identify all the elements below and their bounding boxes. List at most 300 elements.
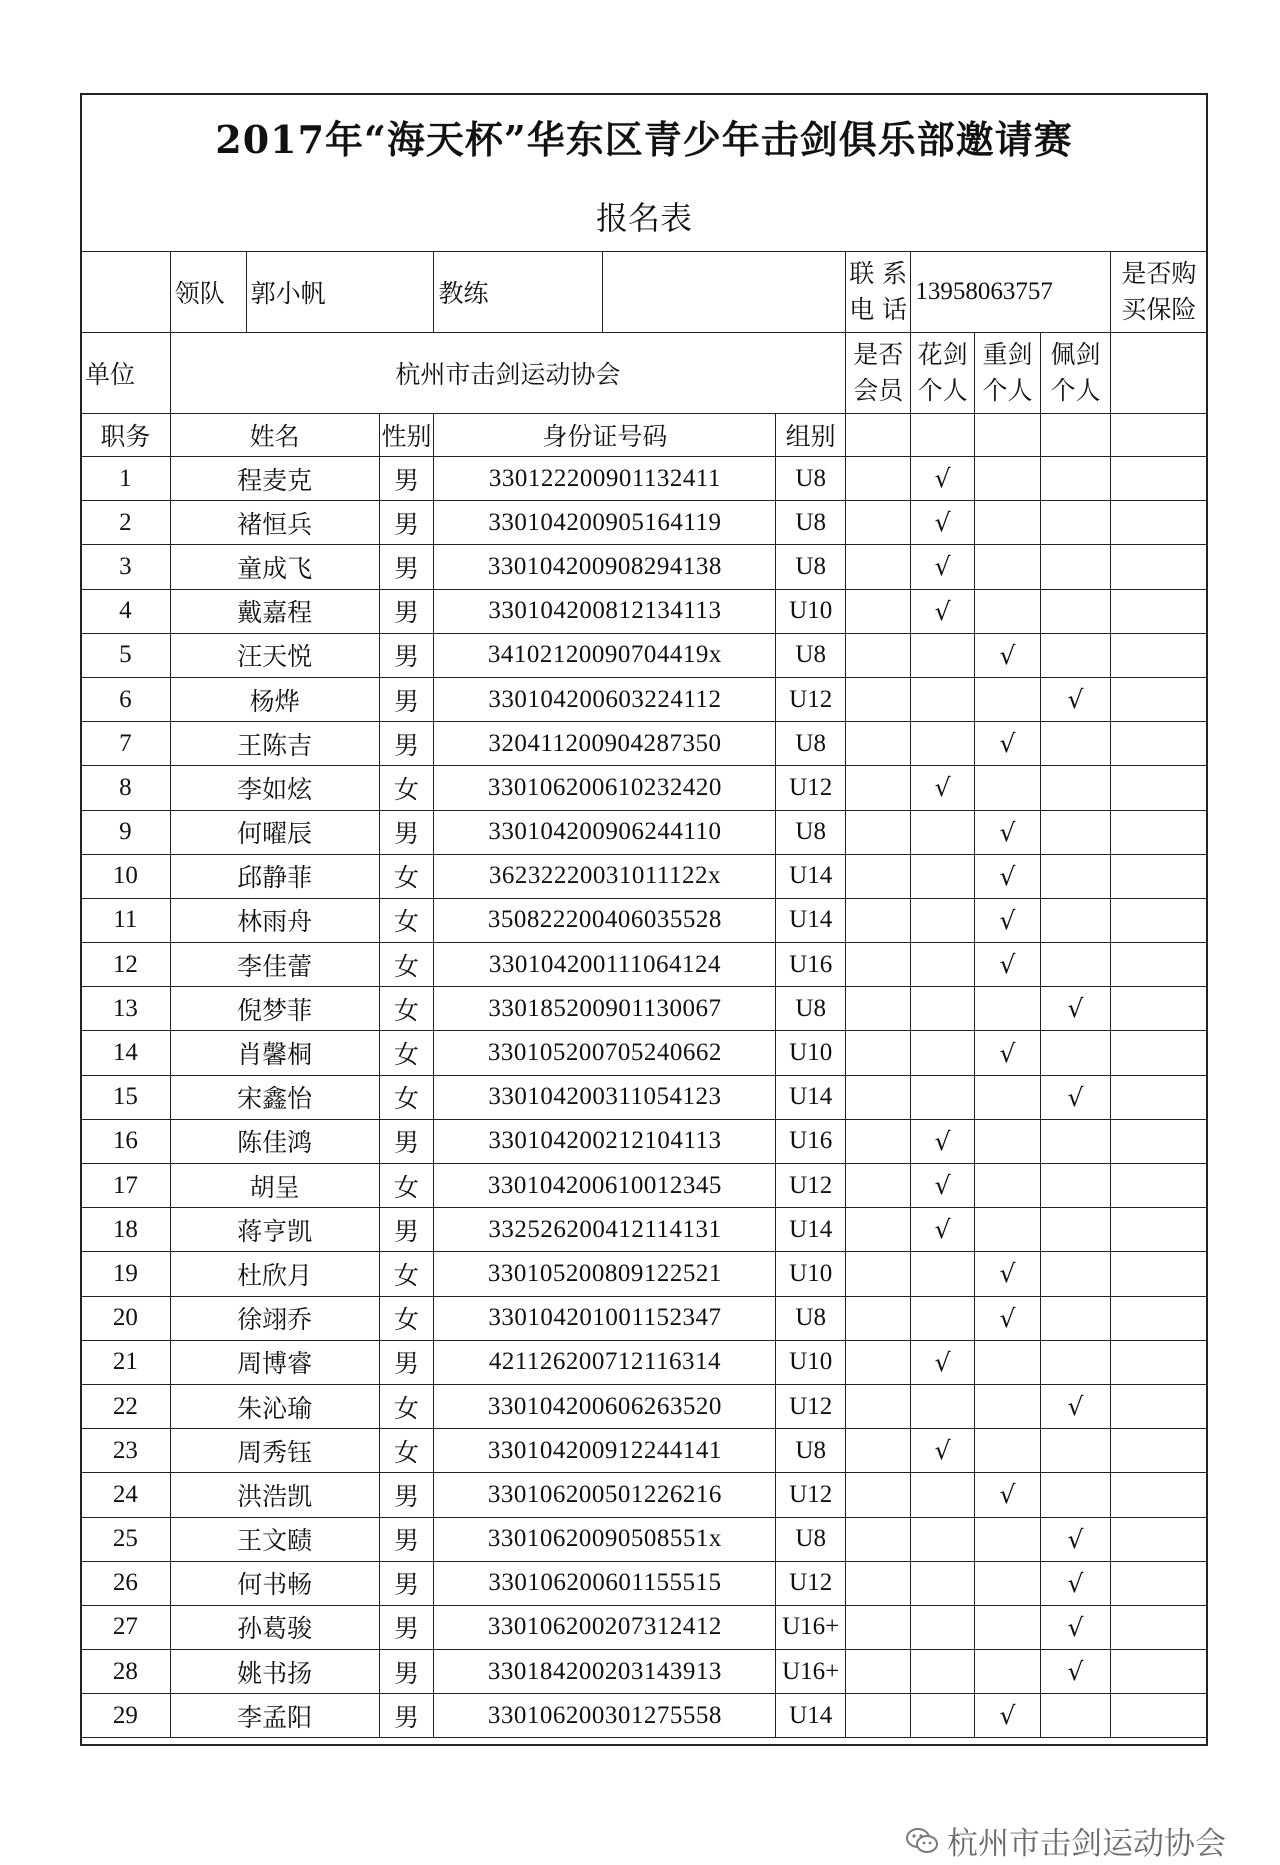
- cell-group: U14: [776, 898, 846, 942]
- cell-sabre-checked: √: [1041, 677, 1111, 721]
- cell-id-number: 330106200207312412: [434, 1605, 776, 1649]
- insurance-label-line1: 是否购: [1121, 259, 1197, 288]
- cell-sabre: [1041, 1694, 1111, 1738]
- cell-name: 徐翊乔: [170, 1296, 379, 1340]
- cell-sabre: [1041, 1031, 1111, 1075]
- cell-member: [846, 677, 911, 721]
- cell-number: 20: [81, 1296, 171, 1340]
- cell-sabre: [1041, 1340, 1111, 1384]
- cell-epee: [974, 1605, 1040, 1649]
- contact-label-line1: 联 系: [849, 259, 908, 288]
- cell-epee-checked: √: [974, 1296, 1040, 1340]
- cell-number: 17: [81, 1164, 171, 1208]
- cell-epee: [974, 1429, 1040, 1473]
- cell-id-number: 330104200912244141: [434, 1429, 776, 1473]
- cell-id-number: 330104200606263520: [434, 1384, 776, 1428]
- coach-label: 教练: [434, 252, 603, 333]
- cell-sabre: [1041, 810, 1111, 854]
- cell-foil: [911, 1473, 974, 1517]
- cell-member: [846, 1473, 911, 1517]
- cell-member: [846, 1119, 911, 1163]
- cell-epee-checked: √: [974, 943, 1040, 987]
- cell-sabre: [1041, 501, 1111, 545]
- cell-name: 林雨舟: [170, 898, 379, 942]
- table-row: [81, 501, 1208, 545]
- cell-sex: 男: [379, 545, 434, 589]
- cell-group: U10: [776, 1340, 846, 1384]
- cell-member: [846, 1164, 911, 1208]
- cell-insurance: [1110, 898, 1207, 942]
- cell-member: [846, 1605, 911, 1649]
- cell-name: 杜欣月: [170, 1252, 379, 1296]
- unit-value: 杭州市击剑运动协会: [170, 333, 845, 414]
- cell-sex: 男: [379, 1340, 434, 1384]
- cell-member: [846, 810, 911, 854]
- cell-group: U12: [776, 766, 846, 810]
- sabre-header-line1: 佩剑: [1050, 340, 1101, 369]
- cell-insurance: [1110, 1164, 1207, 1208]
- cell-foil-checked: √: [911, 766, 974, 810]
- cell-insurance: [1110, 1473, 1207, 1517]
- cell-sabre: [1041, 633, 1111, 677]
- cell-epee-checked: √: [974, 1031, 1040, 1075]
- cell-member: [846, 633, 911, 677]
- leader-label: 领队: [170, 252, 246, 333]
- cell-insurance: [1110, 1031, 1207, 1075]
- cell-name: 孙葛骏: [170, 1605, 379, 1649]
- table-row: [81, 1075, 1208, 1119]
- cell-foil: [911, 1031, 974, 1075]
- cell-epee-checked: √: [974, 722, 1040, 766]
- cell-number: 19: [81, 1252, 171, 1296]
- cell-sex: 女: [379, 943, 434, 987]
- cell-foil: [911, 1517, 974, 1561]
- cell-foil: [911, 1384, 974, 1428]
- table-row: [81, 943, 1208, 987]
- table-row: [81, 1296, 1208, 1340]
- unit-label: 单位: [81, 333, 171, 414]
- cell-epee: [974, 1075, 1040, 1119]
- cell-epee: [974, 987, 1040, 1031]
- cell-name: 蒋亨凯: [170, 1208, 379, 1252]
- member-header-line2: 会员: [853, 376, 904, 405]
- cell-group: U14: [776, 1694, 846, 1738]
- cell-number: 24: [81, 1473, 171, 1517]
- cell-member: [846, 1561, 911, 1605]
- cell-insurance: [1110, 766, 1207, 810]
- cell-sex: 男: [379, 1605, 434, 1649]
- cell-epee-checked: √: [974, 633, 1040, 677]
- table-row: [81, 1605, 1208, 1649]
- cell-id-number: 330106200501226216: [434, 1473, 776, 1517]
- table-row: [81, 1561, 1208, 1605]
- cell-number: 6: [81, 677, 171, 721]
- cell-name: 宋鑫怡: [170, 1075, 379, 1119]
- cell-name: 洪浩凯: [170, 1473, 379, 1517]
- cell-name: 倪梦菲: [170, 987, 379, 1031]
- cell-group: U10: [776, 1252, 846, 1296]
- table-row: [81, 1164, 1208, 1208]
- cell-id-number: 421126200712116314: [434, 1340, 776, 1384]
- cell-sabre-checked: √: [1041, 987, 1111, 1031]
- cell-member: [846, 1694, 911, 1738]
- page-subtitle: 报名表: [595, 199, 692, 237]
- cell-group: U14: [776, 854, 846, 898]
- cell-foil: [911, 943, 974, 987]
- member-header: [846, 333, 911, 414]
- cell-insurance: [1110, 1694, 1207, 1738]
- table-row: [81, 1517, 1208, 1561]
- cell-sex: 女: [379, 1031, 434, 1075]
- cell-name: 周博睿: [170, 1340, 379, 1384]
- cell-foil: [911, 1296, 974, 1340]
- cell-member: [846, 1429, 911, 1473]
- cell-sabre: [1041, 722, 1111, 766]
- cell-name: 朱沁瑜: [170, 1384, 379, 1428]
- cell-sex: 男: [379, 633, 434, 677]
- cell-group: U8: [776, 501, 846, 545]
- cell-member: [846, 943, 911, 987]
- cell-sabre: [1041, 854, 1111, 898]
- cell-name: 何曜辰: [170, 810, 379, 854]
- cell-id-number: 330104200812134113: [434, 589, 776, 633]
- cell-member: [846, 722, 911, 766]
- cell-number: 16: [81, 1119, 171, 1163]
- cell-id-number: 33010620090508551x: [434, 1517, 776, 1561]
- cell-sex: 女: [379, 1252, 434, 1296]
- cell-id-number: 36232220031011122x: [434, 854, 776, 898]
- cell-name: 肖馨桐: [170, 1031, 379, 1075]
- cell-group: U10: [776, 589, 846, 633]
- cell-sex: 男: [379, 1650, 434, 1694]
- cell-sabre-checked: √: [1041, 1605, 1111, 1649]
- cell-number: 5: [81, 633, 171, 677]
- cell-foil-checked: √: [911, 545, 974, 589]
- cell-foil: [911, 810, 974, 854]
- unit-extra-cell: [1110, 333, 1207, 414]
- cell-id-number: 330105200809122521: [434, 1252, 776, 1296]
- cell-member: [846, 1517, 911, 1561]
- cell-sabre: [1041, 898, 1111, 942]
- watermark-text: 杭州市击剑运动协会: [947, 1826, 1226, 1862]
- cell-insurance: [1110, 1605, 1207, 1649]
- column-header-row: [81, 414, 1208, 457]
- cell-number: 10: [81, 854, 171, 898]
- cell-insurance: [1110, 1252, 1207, 1296]
- cell-group: U16: [776, 943, 846, 987]
- cell-name: 李孟阳: [170, 1694, 379, 1738]
- cell-member: [846, 1031, 911, 1075]
- insurance-label: [1110, 252, 1207, 333]
- cell-sex: 男: [379, 501, 434, 545]
- cell-number: 7: [81, 722, 171, 766]
- cell-insurance: [1110, 722, 1207, 766]
- table-row: [81, 1031, 1208, 1075]
- cell-sabre: [1041, 1296, 1111, 1340]
- cell-epee: [974, 589, 1040, 633]
- cell-group: U12: [776, 1561, 846, 1605]
- cell-id-number: 34102120090704419x: [434, 633, 776, 677]
- cell-insurance: [1110, 589, 1207, 633]
- cell-id-number: 330104201001152347: [434, 1296, 776, 1340]
- epee-header-line1: 重剑: [982, 340, 1033, 369]
- cell-insurance: [1110, 810, 1207, 854]
- cell-foil: [911, 1605, 974, 1649]
- cell-member: [846, 457, 911, 501]
- cell-name: 李如炫: [170, 766, 379, 810]
- cell-sabre-checked: √: [1041, 1075, 1111, 1119]
- cell-sabre: [1041, 589, 1111, 633]
- table-row: [81, 677, 1208, 721]
- cell-epee-checked: √: [974, 898, 1040, 942]
- cell-foil: [911, 1561, 974, 1605]
- cell-id-number: 330104200311054123: [434, 1075, 776, 1119]
- cell-group: U16+: [776, 1605, 846, 1649]
- cell-foil: [911, 1650, 974, 1694]
- cell-id-number: 330104200905164119: [434, 501, 776, 545]
- cell-sabre: [1041, 1119, 1111, 1163]
- cell-sabre: [1041, 1252, 1111, 1296]
- table-row: [81, 766, 1208, 810]
- cell-member: [846, 854, 911, 898]
- cell-number: 26: [81, 1561, 171, 1605]
- cell-name: 戴嘉程: [170, 589, 379, 633]
- foil-header-line2: 个人: [917, 376, 968, 405]
- cell-insurance: [1110, 1208, 1207, 1252]
- cell-insurance: [1110, 1075, 1207, 1119]
- cell-name: 程麦克: [170, 457, 379, 501]
- cell-insurance: [1110, 1384, 1207, 1428]
- table-row: [81, 1429, 1208, 1473]
- cell-number: 12: [81, 943, 171, 987]
- cell-foil: [911, 633, 974, 677]
- cell-epee: [974, 545, 1040, 589]
- cell-epee: [974, 1517, 1040, 1561]
- cell-sex: 女: [379, 1075, 434, 1119]
- cell-member: [846, 1650, 911, 1694]
- cell-sex: 男: [379, 457, 434, 501]
- epee-header: [974, 333, 1040, 414]
- cell-epee-checked: √: [974, 810, 1040, 854]
- wechat-icon: [905, 1826, 939, 1856]
- cell-sabre: [1041, 766, 1111, 810]
- table-row: [81, 898, 1208, 942]
- cell-number: 28: [81, 1650, 171, 1694]
- cell-member: [846, 898, 911, 942]
- cell-foil: [911, 987, 974, 1031]
- col-header-name: 姓名: [170, 414, 379, 457]
- cell-sex: 男: [379, 1694, 434, 1738]
- table-row: [81, 810, 1208, 854]
- cell-number: 18: [81, 1208, 171, 1252]
- watermark: [905, 1818, 1226, 1863]
- cell-name: 周秀钰: [170, 1429, 379, 1473]
- cell-name: 王文赜: [170, 1517, 379, 1561]
- cell-name: 汪天悦: [170, 633, 379, 677]
- cell-id-number: 330104200111064124: [434, 943, 776, 987]
- cell-group: U8: [776, 722, 846, 766]
- cell-group: U8: [776, 1296, 846, 1340]
- cell-epee-checked: √: [974, 1694, 1040, 1738]
- cell-id-number: 330104200603224112: [434, 677, 776, 721]
- table-row: [81, 987, 1208, 1031]
- cell-sabre: [1041, 1429, 1111, 1473]
- contact-phone: 13958063757: [911, 252, 1110, 333]
- cell-group: U8: [776, 810, 846, 854]
- cell-member: [846, 501, 911, 545]
- col-header-group: 组别: [776, 414, 846, 457]
- cell-sabre-checked: √: [1041, 1650, 1111, 1694]
- cell-group: U12: [776, 1164, 846, 1208]
- cell-sex: 女: [379, 1164, 434, 1208]
- cell-id-number: 330122200901132411: [434, 457, 776, 501]
- cell-foil-checked: √: [911, 1208, 974, 1252]
- cell-sabre-checked: √: [1041, 1561, 1111, 1605]
- cell-number: 27: [81, 1605, 171, 1649]
- cell-sex: 女: [379, 987, 434, 1031]
- cell-name: 邱静菲: [170, 854, 379, 898]
- registration-form: [80, 93, 1208, 1746]
- foil-header: [911, 333, 974, 414]
- cell-epee-checked: √: [974, 1252, 1040, 1296]
- cell-id-number: 330105200705240662: [434, 1031, 776, 1075]
- cell-sex: 男: [379, 677, 434, 721]
- table-row: [81, 1650, 1208, 1694]
- cell-number: 22: [81, 1384, 171, 1428]
- cell-group: U16: [776, 1119, 846, 1163]
- cell-member: [846, 1075, 911, 1119]
- cell-sex: 男: [379, 1517, 434, 1561]
- table-row: [81, 1252, 1208, 1296]
- info-row: [81, 252, 1208, 333]
- cell-insurance: [1110, 854, 1207, 898]
- cell-insurance: [1110, 1119, 1207, 1163]
- cell-id-number: 330106200301275558: [434, 1694, 776, 1738]
- cell-number: 25: [81, 1517, 171, 1561]
- cell-epee: [974, 1208, 1040, 1252]
- cell-insurance: [1110, 501, 1207, 545]
- cell-foil: [911, 722, 974, 766]
- cell-group: U8: [776, 545, 846, 589]
- table-row: [81, 1384, 1208, 1428]
- cell-number: 15: [81, 1075, 171, 1119]
- cell-insurance: [1110, 677, 1207, 721]
- cell-member: [846, 1252, 911, 1296]
- table-row: [81, 1694, 1208, 1738]
- cell-group: U12: [776, 1473, 846, 1517]
- cell-insurance: [1110, 633, 1207, 677]
- col-header-role: 职务: [81, 414, 171, 457]
- cell-member: [846, 1340, 911, 1384]
- cell-epee: [974, 1119, 1040, 1163]
- table-row: [81, 589, 1208, 633]
- cell-sex: 女: [379, 766, 434, 810]
- cell-number: 9: [81, 810, 171, 854]
- cell-id-number: 330184200203143913: [434, 1650, 776, 1694]
- cell-sex: 女: [379, 1296, 434, 1340]
- cell-epee: [974, 766, 1040, 810]
- member-header-line1: 是否: [853, 340, 904, 369]
- table-row: [81, 1340, 1208, 1384]
- cell-group: U8: [776, 457, 846, 501]
- cell-member: [846, 987, 911, 1031]
- cell-name: 王陈吉: [170, 722, 379, 766]
- cell-sabre: [1041, 1473, 1111, 1517]
- col-header-blank: [974, 414, 1040, 457]
- epee-header-line2: 个人: [982, 376, 1033, 405]
- cell-foil: [911, 677, 974, 721]
- cell-name: 杨烨: [170, 677, 379, 721]
- cell-group: U8: [776, 987, 846, 1031]
- cell-sabre: [1041, 1208, 1111, 1252]
- cell-member: [846, 545, 911, 589]
- entries-body: [81, 457, 1208, 1738]
- cell-number: 2: [81, 501, 171, 545]
- cell-foil: [911, 1694, 974, 1738]
- cell-member: [846, 1296, 911, 1340]
- cell-id-number: 330104200610012345: [434, 1164, 776, 1208]
- cell-id-number: 330104200212104113: [434, 1119, 776, 1163]
- cell-number: 8: [81, 766, 171, 810]
- cell-sex: 男: [379, 1119, 434, 1163]
- cell-id-number: 330185200901130067: [434, 987, 776, 1031]
- cell-number: 14: [81, 1031, 171, 1075]
- cell-insurance: [1110, 1296, 1207, 1340]
- cell-id-number: 330104200906244110: [434, 810, 776, 854]
- cell-sex: 女: [379, 1429, 434, 1473]
- cell-epee-checked: √: [974, 1473, 1040, 1517]
- cell-group: U10: [776, 1031, 846, 1075]
- cell-number: 4: [81, 589, 171, 633]
- col-header-sex: 性别: [379, 414, 434, 457]
- cell-insurance: [1110, 1429, 1207, 1473]
- cell-sabre: [1041, 457, 1111, 501]
- contact-label-line2: 电 话: [849, 295, 908, 324]
- cell-member: [846, 1384, 911, 1428]
- cell-group: U12: [776, 1384, 846, 1428]
- cell-insurance: [1110, 545, 1207, 589]
- col-header-blank: [1041, 414, 1111, 457]
- cell-number: 3: [81, 545, 171, 589]
- cell-group: U8: [776, 1429, 846, 1473]
- cell-id-number: 320411200904287350: [434, 722, 776, 766]
- cell-member: [846, 1208, 911, 1252]
- sabre-header: [1041, 333, 1111, 414]
- cell-epee: [974, 1561, 1040, 1605]
- cell-foil: [911, 1075, 974, 1119]
- cell-insurance: [1110, 1650, 1207, 1694]
- foil-header-line1: 花剑: [917, 340, 968, 369]
- cell-sabre-checked: √: [1041, 1384, 1111, 1428]
- cell-member: [846, 766, 911, 810]
- cell-epee: [974, 1164, 1040, 1208]
- col-header-blank: [846, 414, 911, 457]
- contact-label: [846, 252, 911, 333]
- coach-value: [603, 252, 846, 333]
- cell-sex: 男: [379, 1208, 434, 1252]
- table-row: [81, 545, 1208, 589]
- cell-sex: 男: [379, 722, 434, 766]
- cell-foil-checked: √: [911, 589, 974, 633]
- cell-sabre: [1041, 943, 1111, 987]
- cell-number: 21: [81, 1340, 171, 1384]
- cell-number: 13: [81, 987, 171, 1031]
- cell-epee: [974, 677, 1040, 721]
- cell-foil: [911, 854, 974, 898]
- cell-number: 29: [81, 1694, 171, 1738]
- cell-group: U14: [776, 1208, 846, 1252]
- cell-foil-checked: √: [911, 1429, 974, 1473]
